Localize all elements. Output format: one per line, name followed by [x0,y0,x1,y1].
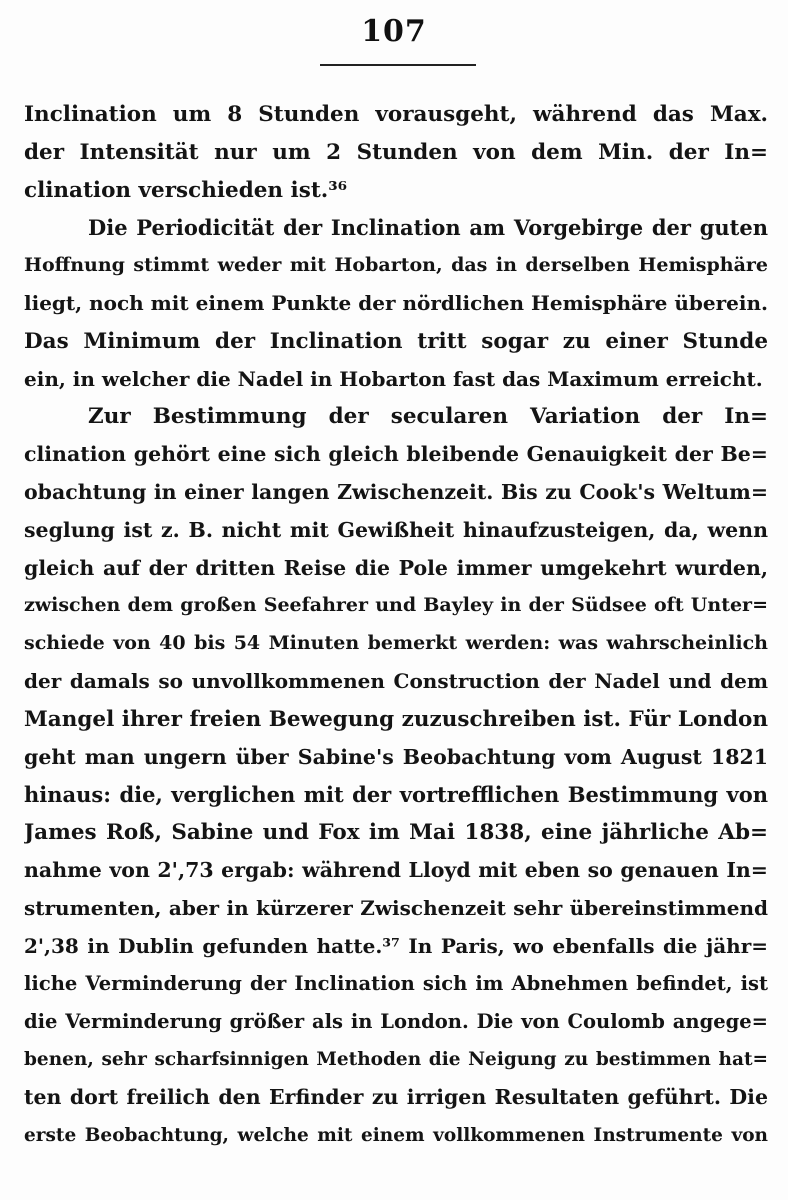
text-line: nahme von 2',73 ergab: während Lloyd mit eben so genauen In= [24,857,768,882]
text-line: liche Verminderung der Inclination sich im Abnehmen befindet, ist [24,972,768,996]
text-line: Hoffnung stimmt weder mit Hobarton, das in derselben Hemisphäre [24,254,768,277]
text-line: zwischen dem großen Seefahrer und Bayley in der Südsee oft Unter= [24,594,768,617]
text-line: 2',38 in Dublin gefunden hatte.³⁷ In Paris, wo ebenfalls die jähr= [24,933,768,958]
text-line: Die Periodicität der Inclination am Vorgebirge der guten [88,215,768,241]
text-line: liegt, noch mit einem Punkte der nördlichen Hemisphäre überein. [24,290,768,315]
text-line: ein, in welcher die Nadel in Hobarton fast das Maximum erreicht. [24,366,763,391]
body-text [24,96,768,1154]
text-line: Inclination um 8 Stunden vorausgeht, während das Max. [24,102,768,127]
text-line: clination verschieden ist.³⁶ [24,177,348,203]
text-line: ten dort freilich den Erfinder zu irrigen Resultaten geführt. Die [24,1084,768,1109]
text-line: seglung ist z. B. nicht mit Gewißheit hinaufzusteigen, da, wenn [24,517,768,542]
text-line: clination gehört eine sich gleich bleibende Genauigkeit der Be= [24,442,768,467]
header-rule [320,64,476,66]
text-line: Mangel ihrer freien Bewegung zuzuschreiben ist. Für London [24,706,768,732]
text-line: benen, sehr scharfsinnigen Methoden die Neigung zu bestimmen hat= [24,1048,768,1070]
text-line: Zur Bestimmung der secularen Variation der In= [88,404,768,430]
text-line: hinaus: die, verglichen mit der vortrefflichen Bestimmung von [24,782,768,808]
text-line: obachtung in einer langen Zwischenzeit. Bis zu Cook's Weltum= [24,479,768,504]
page-number: 107 [361,14,427,49]
text-line: geht man ungern über Sabine's Beobachtung vom August 1821 [24,744,768,769]
text-line: gleich auf der dritten Reise die Pole immer umgekehrt wurden, [24,555,768,580]
text-line: erste Beobachtung, welche mit einem vollkommenen Instrumente von [24,1124,768,1146]
text-line: strumenten, aber in kürzerer Zwischenzeit sehr übereinstimmend [24,895,768,920]
text-line: schiede von 40 bis 54 Minuten bemerkt werden: was wahrscheinlich [24,632,768,655]
text-line: der Intensität nur um 2 Stunden von dem Min. der In= [24,139,768,165]
text-line: James Roß, Sabine und Fox im Mai 1838, eine jährliche Ab= [24,820,768,846]
text-line: die Verminderung größer als in London. Die von Coulomb angege= [24,1010,768,1034]
text-line: Das Minimum der Inclination tritt sogar zu einer Stunde [24,328,768,354]
text-line: der damals so unvollkommenen Construction der Nadel und dem [24,668,768,693]
